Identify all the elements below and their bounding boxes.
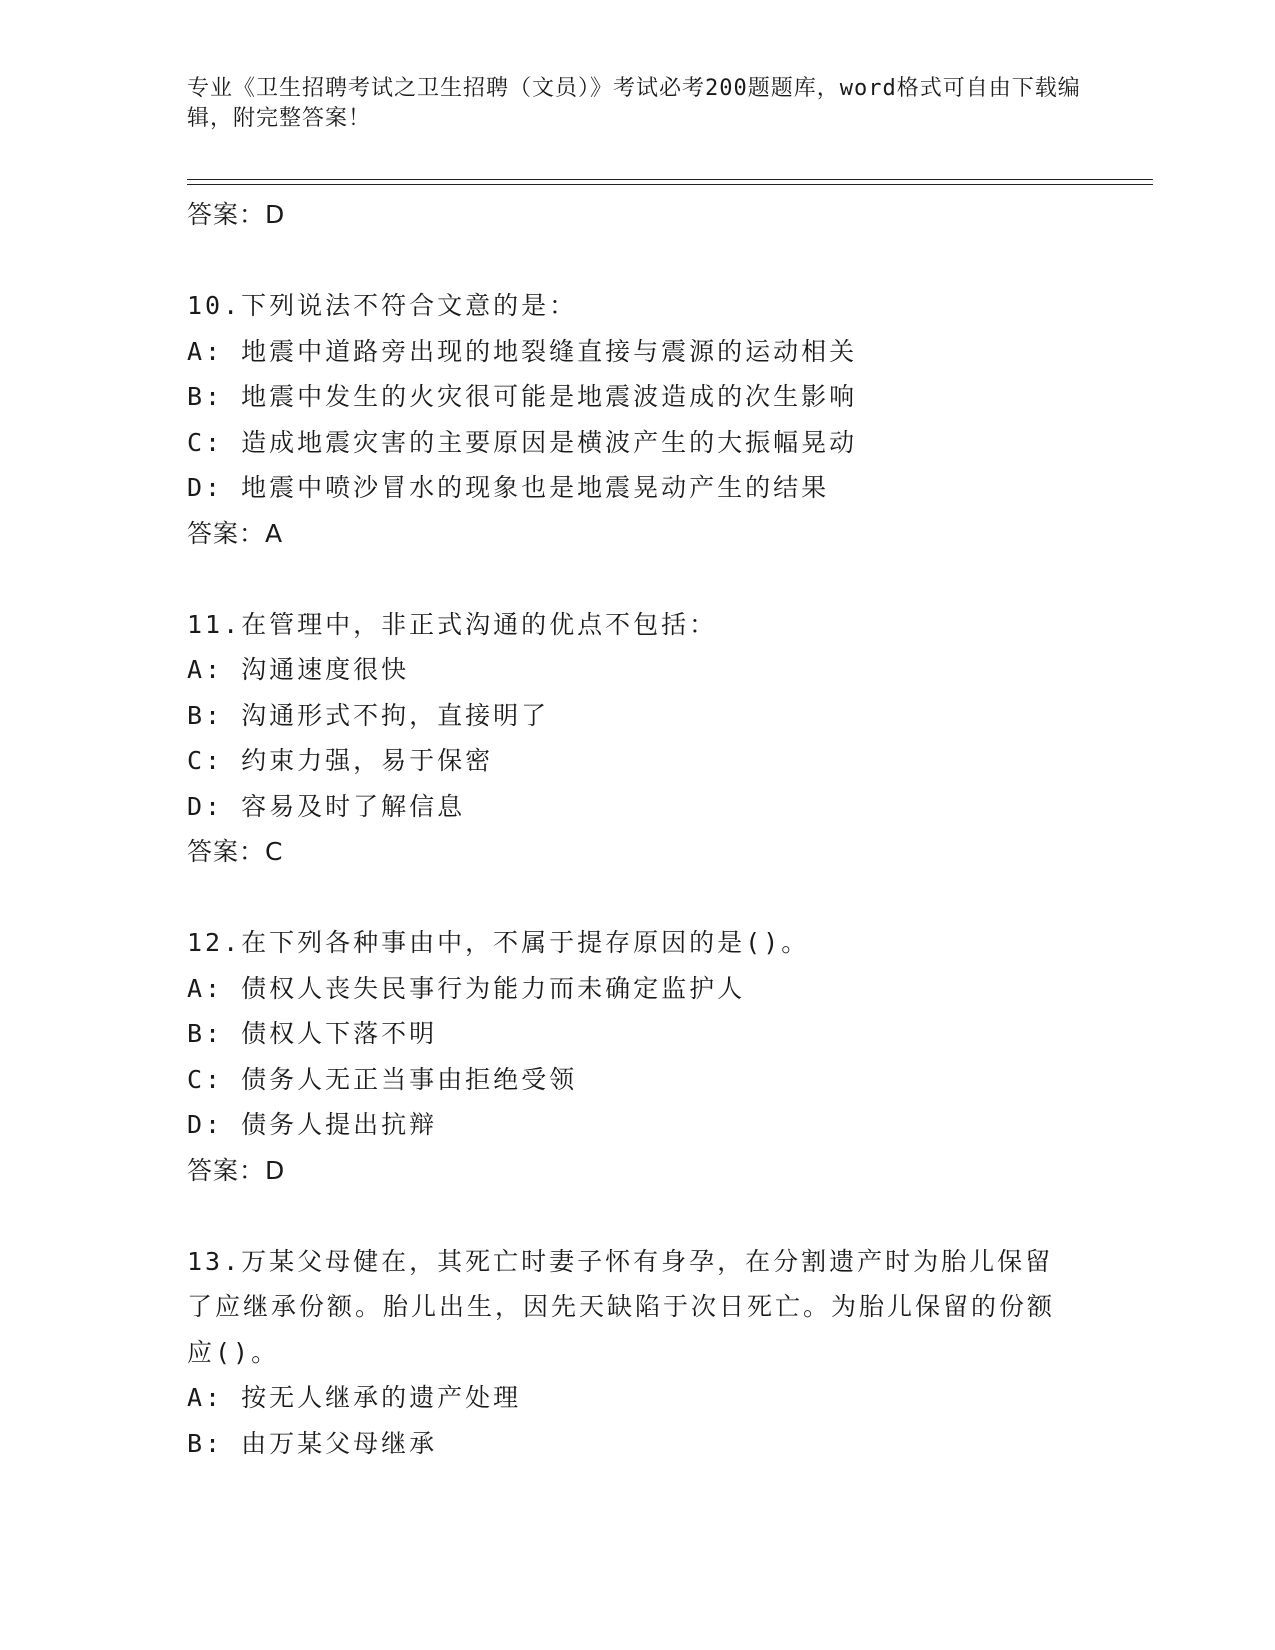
question-item bbox=[187, 1239, 1087, 1467]
question-stem: 11.在管理中，非正式沟通的优点不包括： bbox=[187, 609, 718, 639]
option-a: A: 沟通速度很快 bbox=[187, 655, 410, 684]
option-d: D: 容易及时了解信息 bbox=[187, 791, 466, 821]
option-b: B: 由万某父母继承 bbox=[187, 1428, 438, 1458]
answer-line: 答案：A bbox=[187, 518, 284, 548]
question-list bbox=[187, 192, 1087, 1466]
option-c: C: 债务人无正当事由拒绝受领 bbox=[187, 1064, 578, 1094]
option-a: A: 按无人继承的遗产处理 bbox=[187, 1383, 522, 1412]
option-b: B: 地震中发生的火灾很可能是地震波造成的次生影响 bbox=[187, 382, 858, 411]
answer-line: 答案：D bbox=[187, 200, 286, 229]
question-stem: 10.下列说法不符合文意的是： bbox=[187, 291, 578, 320]
question-stem: 13.万某父母健在，其死亡时妻子怀有身孕，在分割遗产时为胎儿保留了应继承份额。胎儿出生，因先天缺陷于次日死亡。为胎儿保留的份额应()。 bbox=[187, 1246, 1056, 1367]
option-c: C: 造成地震灾害的主要原因是横波产生的大振幅晃动 bbox=[187, 427, 858, 457]
question-stem: 12.在下列各种事由中，不属于提存原因的是()。 bbox=[187, 928, 810, 957]
option-c: C: 约束力强，易于保密 bbox=[187, 746, 494, 775]
option-a: A: 地震中道路旁出现的地裂缝直接与震源的运动相关 bbox=[187, 336, 858, 366]
question-item bbox=[187, 602, 1087, 875]
question-item bbox=[187, 920, 1087, 1193]
option-d: D: 债务人提出抗辩 bbox=[187, 1110, 438, 1139]
question-item bbox=[187, 283, 1087, 556]
answer-line: 答案：D bbox=[187, 1155, 286, 1185]
document-header: 专业《卫生招聘考试之卫生招聘（文员）》考试必考200题题库，word格式可自由下载编辑，附完整答案！ bbox=[187, 76, 1081, 131]
option-b: B: 债权人下落不明 bbox=[187, 1019, 438, 1048]
header-divider-top bbox=[187, 179, 1153, 180]
answer-line: 答案：C bbox=[187, 837, 284, 866]
header-divider-bottom bbox=[187, 184, 1153, 185]
option-b: B: 沟通形式不拘，直接明了 bbox=[187, 700, 550, 730]
option-a: A: 债权人丧失民事行为能力而未确定监护人 bbox=[187, 973, 746, 1003]
option-d: D: 地震中喷沙冒水的现象也是地震晃动产生的结果 bbox=[187, 473, 830, 502]
